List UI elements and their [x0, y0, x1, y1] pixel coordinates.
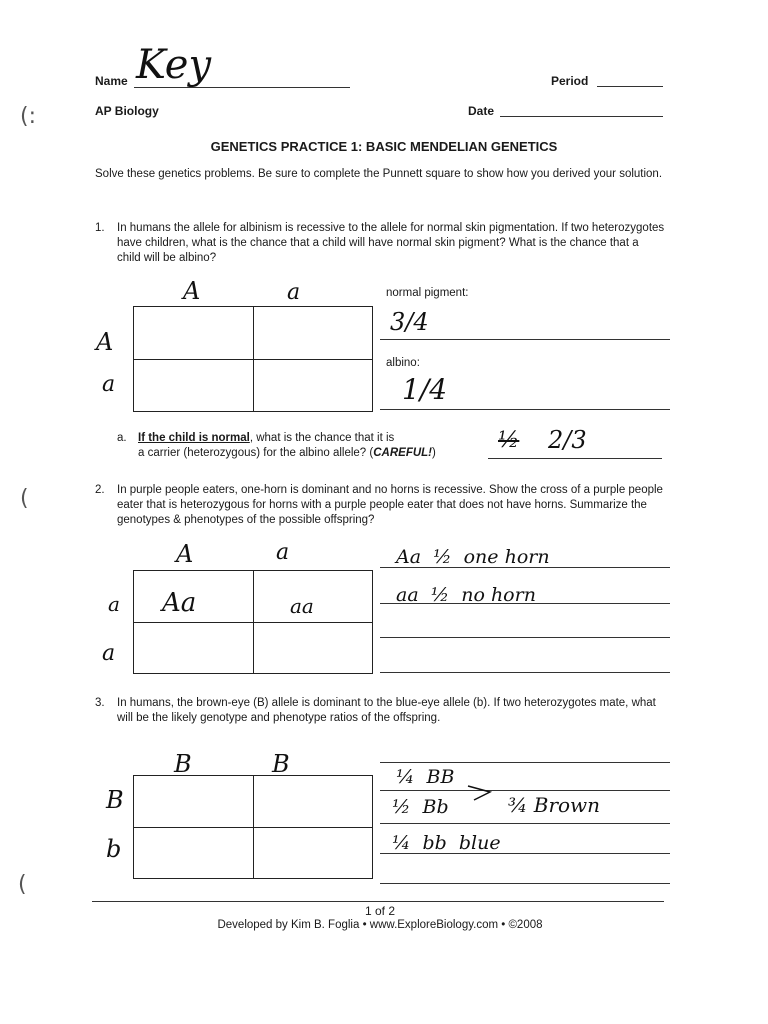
- q3-answer-line-4: [380, 883, 670, 884]
- q2-top-allele-1: A: [176, 540, 194, 568]
- q2-side-allele-1: a: [108, 592, 120, 616]
- q3-answer-line-1: [380, 790, 670, 791]
- q1a-text1: , what is the chance that it is: [249, 432, 395, 444]
- q1a-bold: If the child is normal: [138, 432, 250, 444]
- q1-top-allele-2: a: [287, 280, 301, 305]
- period-line: [597, 86, 663, 87]
- q2-answer-line-1: [380, 567, 670, 568]
- q1a-answer: 2/3: [548, 426, 587, 454]
- q2-side-allele-2: a: [102, 641, 116, 666]
- page-title: GENETICS PRACTICE 1: BASIC MENDELIAN GENETICS: [210, 139, 558, 154]
- q3-answer-2: ½ Bb: [392, 796, 449, 818]
- intro-text: Solve these genetics problems. Be sure to complete the Punnett square to show how you derived your solution.: [95, 168, 663, 180]
- q1-normal-label: normal pigment:: [386, 287, 469, 299]
- q1-normal-line: [380, 339, 670, 340]
- q3-bracket: [466, 782, 494, 808]
- q2-answer-line-2: [380, 603, 670, 604]
- q1-number: 1.: [95, 222, 105, 234]
- q2-answer-1: Aa ½ one horn: [396, 546, 550, 568]
- q3-punnett-square: [133, 775, 373, 879]
- q2-answer-line-3: [380, 637, 670, 638]
- q1a-letter: a.: [117, 432, 127, 444]
- date-line: [500, 116, 663, 117]
- q1-text: In humans the allele for albinism is recessive to the allele for normal skin pigmentation. If two heterozygotes have children, what is the chance that a child will have normal skin pigment? What is the chance that a child will be albino?: [117, 222, 665, 264]
- q2-cell-2: aa: [290, 594, 314, 618]
- q2-cell-1: Aa: [162, 588, 197, 618]
- q3-answer-1: ¼ BB: [396, 766, 455, 788]
- q3-top-allele-1: B: [174, 750, 192, 778]
- course-label: AP Biology: [95, 104, 159, 118]
- q1a-close: ): [432, 447, 436, 459]
- q2-answer-2: aa ½ no horn: [396, 584, 536, 606]
- q3-answer-3: ¼ bb blue: [392, 832, 501, 854]
- q3-top-allele-2: B: [272, 750, 290, 778]
- footer-credit: Developed by Kim B. Foglia • www.ExploreBiology.com • ©2008: [217, 919, 543, 931]
- date-label: Date: [468, 104, 495, 118]
- q3-answer-line-2: [380, 823, 670, 824]
- q3-side-allele-1: B: [106, 786, 124, 814]
- q3-side-allele-2: b: [106, 835, 122, 863]
- q2-answer-line-4: [380, 672, 670, 673]
- q1a-careful: CAREFUL!: [373, 447, 433, 459]
- q1-side-allele-1: A: [96, 328, 114, 356]
- name-label: Name: [95, 74, 128, 88]
- q1-normal-answer: 3/4: [390, 308, 429, 336]
- q1a-line2: [138, 446, 436, 461]
- page-number: 1 of 2: [364, 904, 396, 918]
- q1a-crossed-answer: ½: [498, 428, 520, 453]
- q1a-answer-line: [488, 458, 662, 459]
- q1-punnett-square: [133, 306, 373, 412]
- period-label: Period: [551, 74, 589, 88]
- name-line: [134, 87, 350, 88]
- q1-albino-line: [380, 409, 670, 410]
- margin-mark-1: (:: [20, 104, 36, 129]
- q2-punnett-square: [133, 570, 373, 674]
- q1-albino-label: albino:: [386, 357, 420, 369]
- q1-albino-answer: 1/4: [402, 373, 448, 406]
- q3-brace-answer: ¾ Brown: [508, 793, 601, 817]
- name-value: Key: [136, 42, 212, 88]
- q1-side-allele-2: a: [102, 372, 116, 397]
- margin-mark-2: (: [20, 486, 29, 511]
- margin-mark-3: (: [18, 872, 27, 897]
- q3-answer-line-3: [380, 853, 670, 854]
- q2-number: 2.: [95, 484, 105, 496]
- q3-text: In humans, the brown-eye (B) allele is dominant to the blue-eye allele (b). If two heterozygotes mate, what will be the likely genotype and phenotype ratios of the offspring.: [117, 697, 656, 724]
- q3-answer-line-0: [380, 762, 670, 763]
- q3-number: 3.: [95, 697, 105, 709]
- q1a-line1: [138, 431, 394, 446]
- q2-top-allele-2: a: [276, 540, 290, 565]
- footer-rule: [92, 901, 664, 902]
- q1-top-allele-1: A: [183, 277, 201, 305]
- q2-text: In purple people eaters, one-horn is dominant and no horns is recessive. Show the cross of a purple people eater that is heterozygous for horns with a purple people eater that does not have horns. Summarize the genotypes & phenotypes of the possible offspring?: [117, 484, 663, 526]
- q1a-text2: a carrier (heterozygous) for the albino allele? (: [138, 447, 374, 459]
